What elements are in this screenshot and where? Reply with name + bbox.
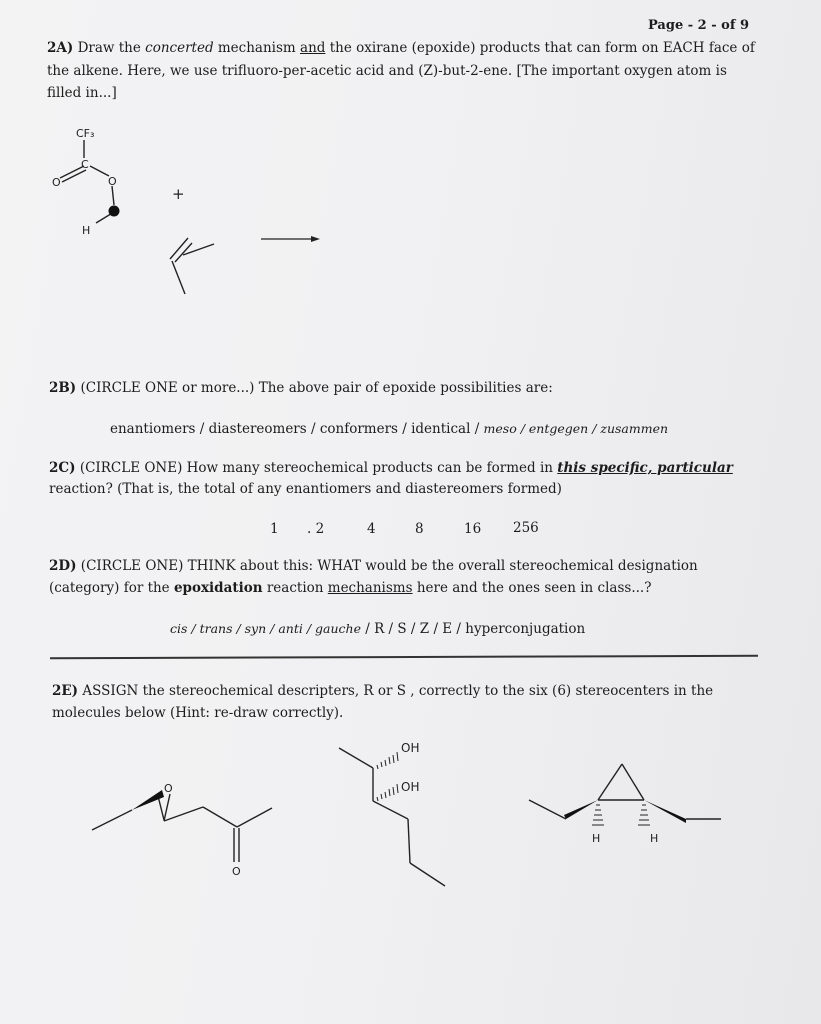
question-number: 2B) [49, 380, 77, 396]
option-1[interactable]: 1 [270, 521, 279, 537]
question-number: 2D) [49, 558, 77, 574]
text: (CIRCLE ONE or more...) The above pair of epoxide possibilities are: [80, 380, 553, 396]
hydrogen-label-left: H [592, 832, 601, 845]
hashed-bond-1 [377, 752, 398, 769]
text-italic: concerted [145, 40, 214, 56]
epoxide-oxygen-label: O [164, 782, 173, 795]
hashed-bond-2 [377, 784, 398, 801]
question-2e-line2: molecules below (Hint: re-draw correctly). [52, 705, 344, 721]
question-2d-line2 [49, 580, 651, 597]
hydroxyl-label-2: OH [401, 780, 420, 794]
carbonyl-oxygen-label: O [52, 176, 61, 189]
cf3-label: CF₃ [76, 127, 95, 140]
cyclopropane-molecule [529, 764, 721, 819]
wedge-bond-right [644, 800, 686, 823]
text: mechanism [213, 40, 301, 56]
question-2b-options[interactable] [110, 420, 668, 438]
carbonyl-oxygen-label: O [232, 865, 241, 878]
question-2e-line1 [52, 683, 713, 700]
question-number: 2E) [52, 683, 79, 699]
plus-sign: + [172, 185, 185, 203]
question-2d-options[interactable] [170, 620, 585, 638]
z-but-2-ene-structure [170, 238, 214, 294]
hydrogen-label: H [82, 224, 91, 237]
hydroxyl-label-1: OH [401, 741, 420, 755]
text: reaction [262, 580, 328, 596]
text: here and the ones seen in class...? [412, 580, 652, 596]
reaction-arrow [261, 236, 320, 242]
hydrogen-label-right: H [650, 832, 659, 845]
text: Draw the [77, 40, 146, 56]
options-text[interactable]: enantiomers / diastereomers / conformers / identical / [110, 421, 480, 437]
epoxide-ketone-molecule [92, 794, 272, 862]
peroxy-oxygen-label: O [108, 175, 117, 188]
question-number: 2A) [47, 40, 74, 56]
hashed-bond-h-left [592, 805, 604, 825]
question-2d-line1 [49, 558, 698, 575]
text: that can form on EACH face of [540, 40, 755, 56]
question-2b-prompt [49, 380, 553, 397]
question-2a-line2: the alkene. Here, we use trifluoro-per-acetic acid and (Z)-but-2-ene. [The important oxygen atom is [47, 63, 727, 79]
wedge-bond-left [564, 800, 598, 819]
option-8[interactable]: 8 [415, 521, 424, 537]
question-2a-line3: filled in...] [47, 85, 117, 101]
text-underlined: mechanisms [327, 580, 413, 596]
option-2[interactable]: . 2 [307, 521, 325, 537]
text-underlined: and [300, 40, 326, 56]
options-italic[interactable]: meso / entgegen / zusammen [483, 421, 669, 436]
text: ASSIGN the stereochemical descripters, R or S , correctly to the six (6) stereocenters in the [82, 683, 714, 699]
option-256[interactable]: 256 [513, 520, 539, 536]
options-text[interactable]: / R / S / Z / E / hyperconjugation [360, 621, 586, 637]
text: the oxirane (epoxide) products [325, 40, 541, 56]
text-emphasis: this specific, particular [557, 460, 733, 476]
hashed-bond-h-right [638, 805, 650, 825]
peracid-structure [60, 140, 114, 223]
text-bold: epoxidation [173, 580, 263, 596]
option-4[interactable]: 4 [367, 521, 376, 537]
options-italic[interactable]: cis / trans / syn / anti / gauche [170, 621, 361, 636]
carbon-label: C [81, 158, 89, 171]
text: (category) for the [49, 580, 174, 596]
question-2c-line1 [49, 460, 733, 477]
text: (CIRCLE ONE) How many stereochemical products can be formed in [79, 460, 558, 476]
question-2c-line2: reaction? (That is, the total of any enantiomers and diastereomers formed) [49, 481, 562, 497]
text: (CIRCLE ONE) THINK about this: WHAT would be the overall stereochemical designation [80, 558, 698, 574]
option-16[interactable]: 16 [464, 521, 482, 537]
page-number: Page - 2 - of 9 [648, 18, 749, 33]
filled-oxygen-atom [109, 206, 120, 217]
diol-molecule [339, 748, 445, 886]
question-number: 2C) [49, 460, 76, 476]
